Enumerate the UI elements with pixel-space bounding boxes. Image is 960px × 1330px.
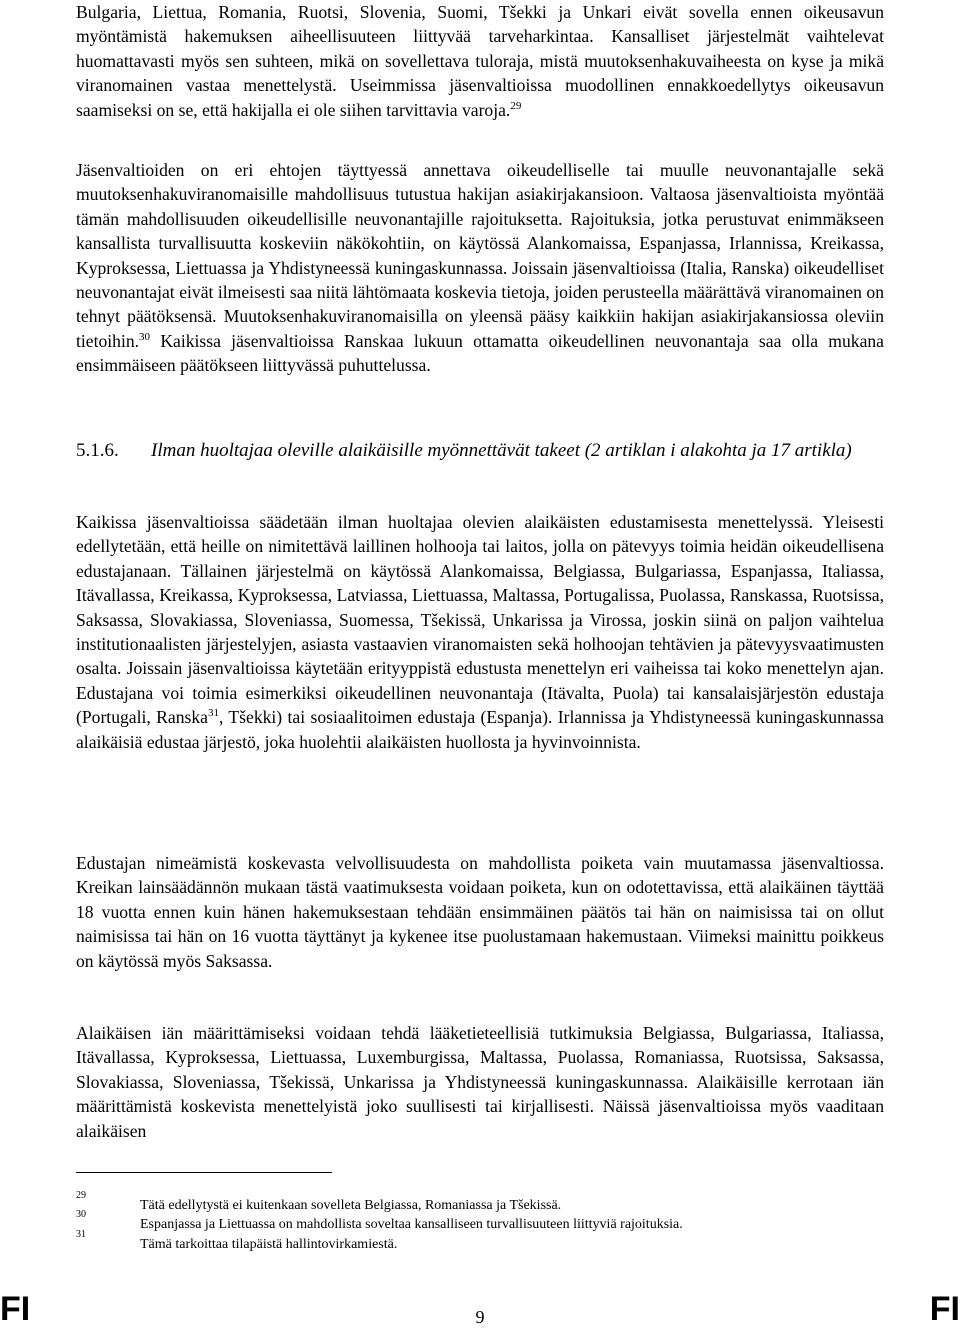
footnote-ref-29[interactable]: 29 bbox=[510, 99, 522, 112]
paragraph-age-assessment bbox=[76, 1021, 884, 1143]
paragraph-text: Kaikissa jäsenvaltioissa säädetään ilman huoltajaa olevien alaikäisten edustamisesta menettelyssä. Yleisesti edellytetään, että heille on nimitettävä laillinen holhooja tai laitos, jolla on pätevyys toimia heidän oikeudellisena edustajanaan. Tällainen järjestelmä on käytössä Alankomaissa, Belgiassa, Bulgariassa, Espanjassa, Italiassa, Itävallassa, Kreikassa, Kyproksessa, Latviassa, Liettuassa, Maltassa, Portugalissa, Puolassa, Ranskassa, Ruotsissa, Saksassa, Slovakiassa, Sloveniassa, Suomessa, Tšekissä, Unkarissa ja Virossa, joskin siinä on paljon vaihtelua institutionaalisten järjestelyjen, asiasta vastaavien viranomaisten sekä holhoojan tehtävien ja pätevyysvaatimusten osalta. Joissain jäsenvaltioissa käytetään erityyppistä edustusta menettelyn eri vaiheissa tai koko menettelyn ajan. Edustajana voi toimia esimerkiksi oikeudellinen neuvonantaja (Itävalta, Puola) tai kansalaisjärjestön edustaja (Portugali, Ranska bbox=[76, 512, 884, 728]
paragraph-representative-exceptions bbox=[76, 851, 884, 973]
paragraph-text: Edustajan nimeämistä koskevasta velvollisuudesta on mahdollista poiketa vain muutamassa jäsenvaltiossa. Kreikan lainsäädännön mukaan tästä vaatimuksesta voidaan poiketa, kun on odotettavissa, että alaikäinen täyttää 18 vuotta ennen kuin hänen hakemuksestaan tehdään ensimmäinen päätös tai hän on naimisissa tai on ollut naimisissa tai hän on 16 vuotta täyttänyt ja kykenee itse puolustamaan hakemustaan. Viimeksi mainittu poikkeus on käytössä myös Saksassa. bbox=[76, 853, 884, 971]
paragraph-text: Bulgaria, Liettua, Romania, Ruotsi, Slovenia, Suomi, Tšekki ja Unkari eivät sovella ennen oikeusavun myöntämistä hakemuksen aiheellisuuteen liittyvää tarveharkintaa. Kansalliset järjestelmät vaihtelevat huomattavasti myös sen suhteen, mikä on sovellettava tuloraja, mistä muutoksenhakuvaiheesta on kyse ja mikä viranomainen vastaa menettelystä. Useimmissa jäsenvaltioissa muodollinen ennakkoedellytys oikeusavun saamiseksi on se, että hakijalla ei ole siihen tarvittavia varoja. bbox=[76, 2, 884, 120]
paragraph-legal-aid-means-test bbox=[76, 0, 884, 122]
paragraph-file-access bbox=[76, 158, 884, 378]
footnote-number: 29 bbox=[76, 1190, 86, 1201]
footnote-29 bbox=[76, 1190, 884, 1215]
footnote-text: Tämä tarkoittaa tilapäistä hallintovirkamiestä. bbox=[140, 1237, 398, 1252]
footnote-number: 30 bbox=[76, 1209, 86, 1220]
footnote-number: 31 bbox=[76, 1229, 86, 1240]
footnote-ref-30[interactable]: 30 bbox=[139, 330, 151, 343]
section-heading bbox=[76, 438, 884, 463]
page-number: 9 bbox=[475, 1307, 485, 1327]
language-mark-left: FI bbox=[0, 1290, 31, 1328]
section-number: 5.1.6. bbox=[76, 440, 119, 461]
language-mark-right: FI bbox=[929, 1290, 960, 1328]
footnote-text: Espanjassa ja Liettuassa on mahdollista soveltaa kansalliseen turvallisuuteen liittyviä rajoituksia. bbox=[140, 1217, 683, 1232]
paragraph-text: Alaikäisen iän määrittämiseksi voidaan tehdä lääketieteellisiä tutkimuksia Belgiassa, Bulgariassa, Italiassa, Itävallassa, Kyproksessa, Liettuassa, Luxemburgissa, Maltassa, Puolassa, Romaniassa, Ruotsissa, Saksassa, Slovakiassa, Sloveniassa, Tšekissä, Unkarissa ja Yhdistyneessä kuningaskunnassa. Alaikäisille kerrotaan iän määrittämistä koskevista menettelyistä joko suullisesti tai kirjallisesti. Näissä jäsenvaltioissa myös vaaditaan alaikäisen bbox=[76, 1023, 884, 1141]
paragraph-text-continued: , Tšekki) tai sosiaalitoimen edustaja (Espanja). Irlannissa ja Yhdistyneessä kuningaskunnassa alaikäisiä edustaa järjestö, joka huolehtii alaikäisten huollosta ja hyvinvoinnista. bbox=[76, 707, 884, 752]
paragraph-minor-representation bbox=[76, 510, 884, 754]
footnote-text: Tätä edellytystä ei kuitenkaan sovelleta Belgiassa, Romaniassa ja Tšekissä. bbox=[140, 1198, 562, 1213]
section-title: Ilman huoltajaa oleville alaikäisille myönnettävät takeet (2 artiklan i alakohta ja 17 artikla) bbox=[151, 440, 852, 461]
paragraph-text: Jäsenvaltioiden on eri ehtojen täyttyessä annettava oikeudelliselle tai muulle neuvonantajalle sekä muutoksenhakuviranomaisille mahdollisuus tutustua hakijan asiakirjakansioon. Valtaosa jäsenvaltioista myöntää tämän mahdollisuuden oikeudellisille neuvonantajille rajoituksetta. Rajoituksia, jotka perustuvat enimmäkseen kansallista turvallisuutta koskeviin näkökohtiin, on käytössä Alankomaissa, Espanjassa, Irlannissa, Kreikassa, Kyproksessa, Liettuassa ja Yhdistyneessä kuningaskunnassa. Joissain jäsenvaltioissa (Italia, Ranska) oikeudelliset neuvonantajat eivät ilmeisesti saa niitä lähtömaata koskevia tietoja, joiden perusteella määrättävä viranomainen on tehnyt päätöksensä. Muutoksenhakuviranomaisilla on yleensä pääsy kaikkiin hakijan asiakirjakansiossa oleviin tietoihin. bbox=[76, 160, 884, 351]
footnote-31 bbox=[76, 1229, 884, 1254]
footnote-separator bbox=[76, 1172, 332, 1173]
footnote-ref-31[interactable]: 31 bbox=[207, 707, 219, 720]
footnote-30 bbox=[76, 1209, 884, 1234]
paragraph-text-continued: Kaikissa jäsenvaltioissa Ranskaa lukuun ottamatta oikeudellinen neuvonantaja saa olla mukana ensimmäiseen päätökseen liittyvässä puhuttelussa. bbox=[76, 330, 884, 376]
